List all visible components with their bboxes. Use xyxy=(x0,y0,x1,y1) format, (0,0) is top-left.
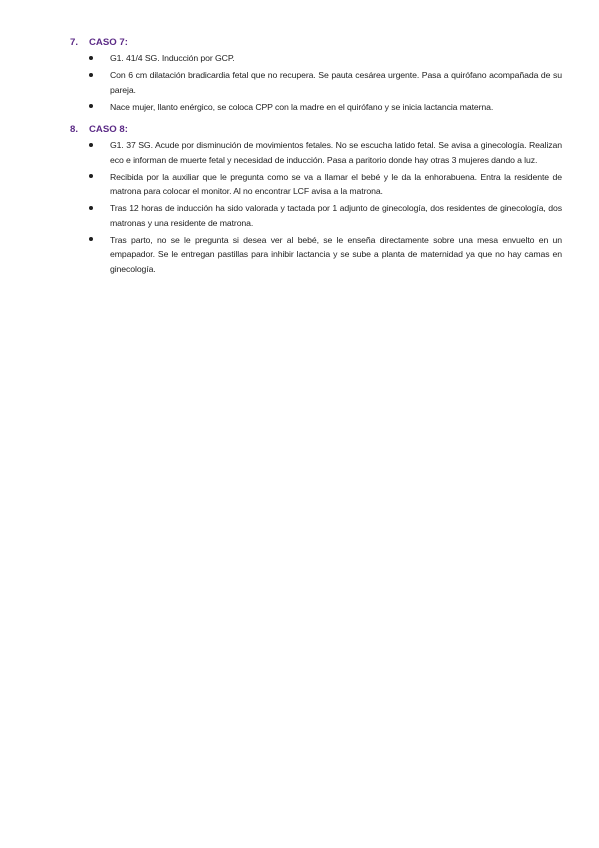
list-item xyxy=(110,68,562,97)
bullet-icon xyxy=(89,56,93,60)
case-number: 8. xyxy=(70,124,79,135)
bullet-icon xyxy=(89,206,93,210)
list-item-text: Tras 12 horas de inducción ha sido valorada y tactada por 1 adjunto de ginecología, dos residentes de ginecología, dos matronas y una residente de matrona. xyxy=(110,203,562,228)
bullet-icon xyxy=(89,143,93,147)
list-item xyxy=(110,201,562,230)
list-item xyxy=(110,51,562,66)
list-item-text: Con 6 cm dilatación bradicardia fetal que no recupera. Se pauta cesárea urgente. Pasa a quirófano acompañada de su pareja. xyxy=(110,70,562,95)
list-item xyxy=(110,100,562,115)
case-list xyxy=(70,36,562,285)
case-heading xyxy=(70,123,562,136)
list-item xyxy=(110,170,562,199)
list-item-text: Recibida por la auxiliar que le pregunta como se va a llamar el bebé y le da la enhorabuena. Entra la residente de matrona para colocar el monitor. Al no encontrar LCF avisa a la matrona. xyxy=(110,171,562,196)
case-7 xyxy=(70,36,562,114)
bullet-icon xyxy=(89,237,93,241)
case-title: CASO 7: xyxy=(89,37,128,48)
case-heading xyxy=(70,36,562,49)
bullet-icon xyxy=(89,174,93,178)
list-item-text: G1. 37 SG. Acude por disminución de movimientos fetales. No se escucha latido fetal. Se avisa a ginecología. Realizan eco e informan de muerte fetal y necesidad de inducción. Pasa a paritorio donde hay otras 3 mujeres dando a luz. xyxy=(110,140,562,165)
case-number: 7. xyxy=(70,37,79,48)
case-bullets xyxy=(70,138,562,276)
list-item xyxy=(110,233,562,277)
case-bullets xyxy=(70,51,562,114)
case-title: CASO 8: xyxy=(89,124,128,135)
list-item-text: Tras parto, no se le pregunta si desea ver al bebé, se le enseña directamente sobre una mesa envuelto en un empapador. Se le entregan pastillas para inhibir lactancia y se sube a planta de maternidad ya que no hay camas en ginecología. xyxy=(110,234,562,274)
list-item-text: Nace mujer, llanto enérgico, se coloca CPP con la madre en el quirófano y se inicia lactancia materna. xyxy=(110,101,494,112)
bullet-icon xyxy=(89,73,93,77)
bullet-icon xyxy=(89,104,93,108)
case-8 xyxy=(70,123,562,276)
list-item-text: G1. 41/4 SG. Inducción por GCP. xyxy=(110,53,235,63)
list-item xyxy=(110,138,562,167)
